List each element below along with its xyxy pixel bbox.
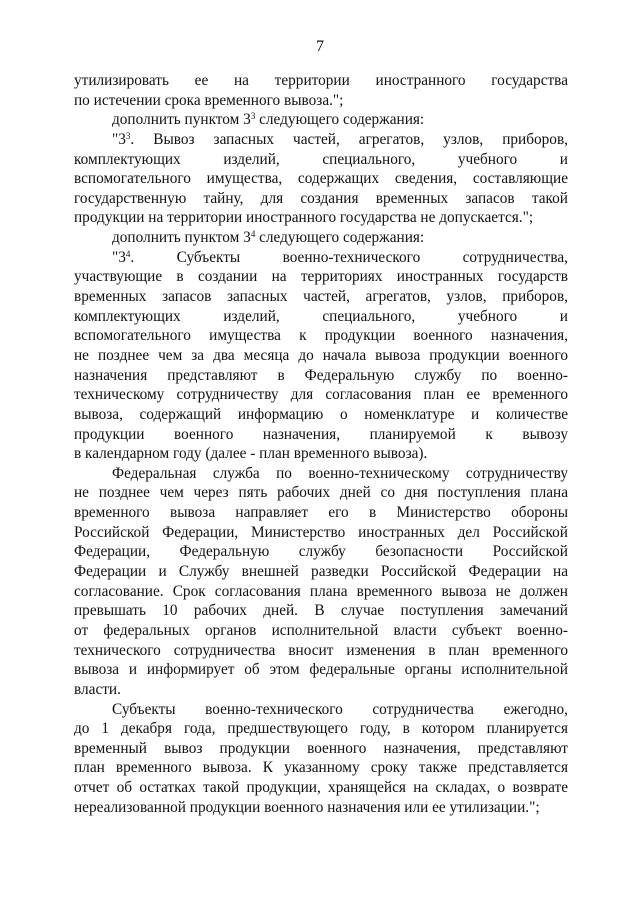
text-line: отчет об остатках такой продукции, хранящейся на складах, о возврате [74, 779, 568, 797]
line-text-after-superscript: . Вывоз запасных частей, агрегатов, узлов, приборов, [130, 130, 568, 148]
line-text-after-superscript: следующего содержания: [255, 111, 425, 129]
text-line: временный вывоз продукции военного назначения, представляют [74, 739, 568, 757]
line-text-before-superscript: дополнить пунктом 3 [112, 229, 251, 247]
text-line: Российской Федерации, Министерство иностранных дел Российской [74, 523, 568, 541]
paragraph [74, 228, 568, 248]
superscript-index: 3 [250, 111, 256, 122]
text-line: участвующие в создании на территориях иностранных государств [74, 268, 568, 286]
text-line: по истечении срока временного вывоза."; [74, 91, 344, 109]
text-line: власти. [74, 680, 121, 698]
text-line: вывоза и информирует об этом федеральные органы исполнительной [74, 661, 568, 679]
text-line: техническому сотрудничеству для согласования план ее временного [74, 386, 568, 404]
text-line: вывоза, содержащий информацию о номенклатуре и количестве [74, 405, 568, 423]
text-line: план временного вывоза. К указанному сроку также представляется [74, 759, 568, 777]
text-line: Субъекты военно-технического сотрудничества ежегодно, [112, 700, 568, 718]
text-line: Федеральная служба по военно-техническому сотрудничеству [112, 464, 568, 482]
text-line [74, 248, 568, 268]
text-line: до 1 декабря года, предшествующего году, в котором планируется [74, 720, 568, 738]
paragraph [74, 130, 568, 228]
text-line: превышать 10 рабочих дней. В случае поступления замечаний [74, 602, 568, 620]
text-line: назначения представляют в Федеральную службу по военно- [74, 366, 568, 384]
line-text-before-superscript: дополнить пунктом 3 [112, 111, 251, 129]
text-line: утилизировать ее на территории иностранного государства [74, 72, 568, 89]
text-line: Федерации, Федеральную службу безопасности Российской [74, 543, 568, 561]
text-line [74, 228, 568, 248]
text-line [74, 130, 568, 150]
text-line: вспомогательного имущества, содержащих сведения, составляющие [74, 170, 568, 188]
paragraph [74, 464, 568, 700]
text-line: временного вывоза направляет его в Министерство обороны [74, 504, 568, 522]
text-line: комплектующих изделий, специального, учебного и [74, 307, 568, 325]
line-text-before-superscript: "3 [112, 130, 126, 148]
text-line: не позднее чем через пять рабочих дней со дня поступления плана [74, 484, 568, 502]
page-number: 7 [316, 38, 324, 55]
text-line: продукции военного назначения, планируемой к вывозу [74, 425, 568, 443]
text-line: продукции на территории иностранного государства не допускается."; [74, 209, 534, 227]
paragraph [74, 110, 568, 130]
paragraph [74, 71, 568, 110]
text-line: от федеральных органов исполнительной власти субъект военно- [74, 621, 568, 639]
text-line: Федерации и Службу внешней разведки Российской Федерации на [74, 563, 568, 581]
text-line: технического сотрудничества вносит изменения в план временного [74, 641, 568, 659]
text-line: согласование. Срок согласования плана временного вывоза не должен [74, 582, 568, 600]
text-line: не позднее чем за два месяца до начала вывоза продукции военного [74, 346, 568, 364]
text-line: нереализованной продукции военного назначения или ее утилизации."; [74, 798, 540, 816]
paragraph [74, 248, 568, 464]
text-line: вспомогательного имущества к продукции военного назначения, [74, 327, 568, 345]
line-text-before-superscript: "3 [112, 248, 126, 266]
superscript-index: 3 [125, 130, 131, 141]
superscript-index: 4 [125, 248, 131, 259]
text-line: комплектующих изделий, специального, учебного и [74, 150, 568, 168]
superscript-index: 4 [250, 229, 256, 240]
line-text-after-superscript: следующего содержания: [255, 229, 425, 247]
text-line: временных запасов запасных частей, агрегатов, узлов, приборов, [74, 288, 568, 306]
text-line: в календарном году (далее - план временного вывоза). [74, 445, 428, 463]
document-body [74, 71, 568, 817]
text-line: государственную тайну, для создания временных запасов такой [74, 189, 568, 207]
line-text-after-superscript: . Субъекты военно-технического сотрудничества, [130, 248, 568, 266]
paragraph [74, 700, 568, 818]
text-line [74, 110, 568, 130]
